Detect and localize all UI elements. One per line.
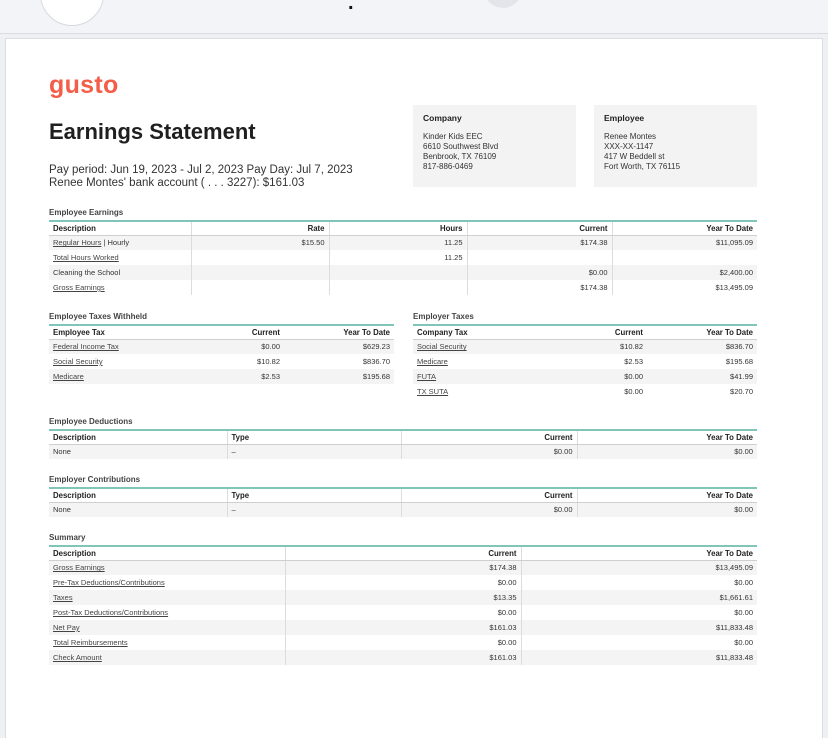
employee-line: 417 W Beddell st (604, 152, 665, 161)
summary-current: $161.03 (285, 620, 521, 635)
gusto-logo: gusto (49, 71, 119, 99)
table-row (49, 339, 394, 354)
earning-current: $174.38 (467, 235, 612, 250)
col-header: Current (285, 546, 521, 560)
earning-rate (191, 250, 329, 265)
company-heading: Company (423, 113, 462, 123)
contribution-desc: None (49, 502, 227, 517)
col-header: Description (49, 430, 227, 444)
table-row (413, 384, 757, 399)
summary-ytd: $0.00 (521, 635, 757, 650)
col-header: Employee Tax (49, 325, 184, 339)
deduction-type: – (227, 444, 401, 459)
tax-link[interactable]: Federal Income Tax (53, 342, 119, 352)
earning-hours (329, 280, 467, 295)
tax-current: $0.00 (624, 387, 643, 396)
table-row (49, 575, 757, 590)
table-row (49, 560, 757, 575)
earning-link[interactable]: Total Hours Worked (53, 253, 119, 262)
earnings-table (49, 220, 757, 295)
summary-link[interactable]: Gross Earnings (53, 563, 105, 573)
contribution-ytd: $0.00 (577, 502, 757, 517)
earning-current: $174.38 (467, 280, 612, 295)
table-row (413, 339, 757, 354)
earning-hours: 11.25 (329, 250, 467, 265)
summary-ytd: $13,495.09 (521, 560, 757, 575)
summary-current: $174.38 (285, 560, 521, 575)
table-row (49, 620, 757, 635)
summary-link[interactable]: Taxes (53, 593, 73, 602)
col-header: Year To Date (284, 325, 394, 339)
col-header: Year To Date (647, 325, 757, 339)
deduction-desc: None (49, 444, 227, 459)
summary-table (49, 545, 757, 665)
deduction-ytd: $0.00 (577, 444, 757, 459)
page-title: Earnings Statement (49, 119, 256, 144)
summary-link[interactable]: Net Pay (53, 623, 80, 632)
earning-hours (329, 265, 467, 280)
section-title-earnings: Employee Earnings (49, 208, 124, 217)
summary-ytd: $11,833.48 (521, 650, 757, 665)
section-title-deductions: Employee Deductions (49, 417, 133, 426)
table-row (49, 650, 757, 665)
tax-link[interactable]: Medicare (53, 372, 84, 381)
table-row (49, 369, 394, 384)
earning-current: $0.00 (467, 265, 612, 280)
section-title-employer-taxes: Employer Taxes (413, 312, 474, 321)
tax-current: $0.00 (184, 339, 284, 354)
earning-ytd: $13,495.09 (612, 280, 757, 295)
contribution-type: – (227, 502, 401, 517)
col-header: Current (401, 430, 577, 444)
pay-period-info (49, 164, 353, 190)
col-header: Hours (329, 221, 467, 235)
company-line: 6610 Southwest Blvd (423, 142, 499, 151)
tax-ytd: $20.70 (730, 387, 753, 396)
col-header: Description (49, 546, 285, 560)
company-line: Benbrook, TX 76109 (423, 152, 497, 161)
earning-ytd: $11,095.09 (612, 235, 757, 250)
employer-taxes-table (413, 324, 757, 399)
summary-link[interactable]: Check Amount (53, 653, 102, 662)
tax-current: $10.82 (543, 339, 647, 354)
toolbar-round-button-secondary[interactable] (484, 0, 522, 8)
summary-link[interactable]: Total Reimbursements (53, 638, 128, 647)
table-row (49, 235, 757, 250)
contributions-table (49, 487, 757, 517)
col-header: Year To Date (577, 488, 757, 502)
deductions-table (49, 429, 757, 459)
earning-rate (191, 280, 329, 295)
earning-ytd: $2,400.00 (612, 265, 757, 280)
employee-taxes-table (49, 324, 394, 384)
col-header: Current (184, 325, 284, 339)
tax-ytd: $836.70 (362, 357, 390, 366)
col-header: Current (543, 325, 647, 339)
table-row (49, 280, 757, 295)
summary-ytd: $1,661.61 (521, 590, 757, 605)
table-row (49, 265, 757, 280)
col-header: Description (49, 221, 191, 235)
col-header: Description (49, 488, 227, 502)
earning-hours: 11.25 (329, 235, 467, 250)
summary-current: $0.00 (285, 575, 521, 590)
summary-current: $161.03 (285, 650, 521, 665)
earning-ytd (612, 250, 757, 265)
table-row (49, 635, 757, 650)
contribution-current: $0.00 (401, 502, 577, 517)
bank-account-text: Renee Montes' bank account ( . . . 3227): $161.03 (49, 177, 305, 189)
summary-ytd: $11,833.48 (521, 620, 757, 635)
col-header: Rate (191, 221, 329, 235)
tax-link[interactable]: FUTA (417, 372, 437, 381)
col-header: Company Tax (413, 325, 543, 339)
table-row (49, 502, 757, 517)
deduction-current: $0.00 (401, 444, 577, 459)
company-line: 817-886-0469 (423, 162, 473, 171)
employee-line: XXX-XX-1147 (604, 142, 654, 151)
col-header: Current (467, 221, 612, 235)
tax-current: $2.53 (624, 357, 643, 366)
col-header: Type (227, 430, 401, 444)
col-header: Year To Date (612, 221, 757, 235)
tax-ytd: $41.99 (647, 369, 757, 384)
tax-link[interactable]: Medicare (417, 357, 448, 366)
tax-current: $0.00 (543, 369, 647, 384)
company-info-box (413, 105, 576, 187)
toolbar-round-button[interactable] (40, 0, 104, 26)
earning-type: | Hourly (101, 238, 130, 248)
summary-current: $13.35 (285, 590, 521, 605)
summary-link[interactable]: Pre-Tax Deductions/Contributions (53, 578, 165, 587)
tax-ytd: $195.68 (284, 369, 394, 384)
tax-ytd: $836.70 (647, 339, 757, 354)
col-header: Current (401, 488, 577, 502)
table-row (49, 250, 757, 265)
tax-ytd: $195.68 (725, 357, 753, 366)
employee-line: Renee Montes (604, 132, 657, 141)
table-row (49, 444, 757, 459)
employee-heading: Employee (604, 113, 645, 123)
section-title-summary: Summary (49, 533, 86, 542)
earning-desc: Cleaning the School (49, 265, 191, 280)
earning-rate (191, 265, 329, 280)
earning-link[interactable]: Regular Hours (53, 238, 102, 248)
tax-current: $2.53 (184, 369, 284, 384)
col-header: Year To Date (521, 546, 757, 560)
company-line: Kinder Kids EEC (423, 132, 483, 141)
section-title-contributions: Employer Contributions (49, 475, 141, 484)
tax-link[interactable]: Social Security (417, 342, 467, 352)
table-row (49, 354, 394, 369)
table-row (413, 369, 757, 384)
toolbar-glyph: . (348, 0, 354, 14)
tax-link[interactable]: Social Security (53, 357, 103, 366)
tax-ytd: $629.23 (284, 339, 394, 354)
summary-link[interactable]: Post-Tax Deductions/Contributions (53, 608, 169, 617)
earning-current (467, 250, 612, 265)
table-row (49, 590, 757, 605)
employee-line: Fort Worth, TX 76115 (604, 162, 681, 171)
summary-ytd: $0.00 (521, 575, 757, 590)
col-header: Year To Date (577, 430, 757, 444)
viewer-top-bar (0, 0, 828, 34)
summary-current: $0.00 (285, 605, 521, 620)
earning-link[interactable]: Gross Earnings (53, 283, 105, 292)
tax-link[interactable]: TX SUTA (417, 387, 449, 396)
earning-rate: $15.50 (191, 235, 329, 250)
table-row (413, 354, 757, 369)
pay-period-text: Pay period: Jun 19, 2023 - Jul 2, 2023 Pay Day: Jul 7, 2023 (49, 164, 353, 176)
document-page (5, 38, 823, 738)
col-header: Type (227, 488, 401, 502)
employee-info-box (594, 105, 757, 187)
table-row (49, 605, 757, 620)
tax-current: $10.82 (257, 357, 280, 366)
section-title-employee-taxes: Employee Taxes Withheld (49, 312, 148, 321)
summary-current: $0.00 (285, 635, 521, 650)
summary-ytd: $0.00 (521, 605, 757, 620)
